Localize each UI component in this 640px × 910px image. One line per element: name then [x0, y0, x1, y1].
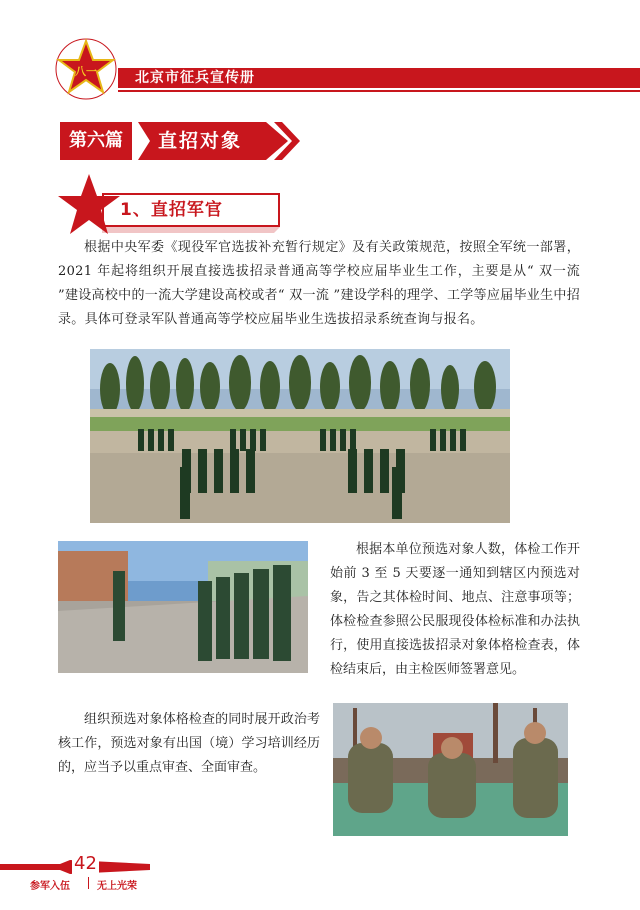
photo-marching-soldiers: [58, 541, 308, 673]
page-number: 42: [74, 853, 97, 874]
chapter-title: 直招对象: [158, 130, 243, 152]
bayi-star-emblem-icon: [55, 38, 117, 100]
footer-slogan-left: 参军入伍: [30, 881, 70, 892]
footer-separator: [88, 877, 89, 889]
physical-exam-paragraph: 根据本单位预选对象人数，体检工作开始前 3 至 5 天要逐一通知到辖区内预选对象，告之其体检时间、地点、注意事项等；体检检查参照公民服现役体检标准和办法执行，使用直接选拔招录对象体格检查表，体检结束后，由主检医师签署意见。: [330, 542, 580, 677]
section-underline-decor: [102, 227, 280, 233]
header-title: 北京市征兵宣传册: [135, 70, 255, 86]
header-divider: [118, 90, 640, 92]
political-review-paragraph: 组织预选对象体格检查的同时展开政治考核工作，预选对象有出国（境）学习培训经历的，应当予以重点审查、全面审查。: [58, 712, 320, 775]
photo-soldiers-formation: [90, 349, 510, 523]
emblem-text: 八一: [75, 65, 97, 78]
chapter-chevron-decor-icon: [270, 122, 300, 160]
chapter-label: 第六篇: [69, 130, 123, 151]
photo-soldiers-chatting: [333, 703, 568, 836]
intro-paragraph: 根据中央军委《现役军官选拔补充暂行规定》及有关政策规范，按照全军统一部署，2021 年起将组织开展直接选拔招录普通高等学校应届毕业生工作，主要是从“ 双一流 ”建设高校中的一流大学建设高校或者“ 双一流 ”建设学科的理学、工学等应届毕业生中招录。具体可登录军队普通高等学校应届毕业生选拔招录系统查询与报名。: [58, 240, 580, 327]
footer-slogan-right: 无上光荣: [97, 881, 137, 892]
section-title: 1、直招军官: [120, 200, 223, 220]
